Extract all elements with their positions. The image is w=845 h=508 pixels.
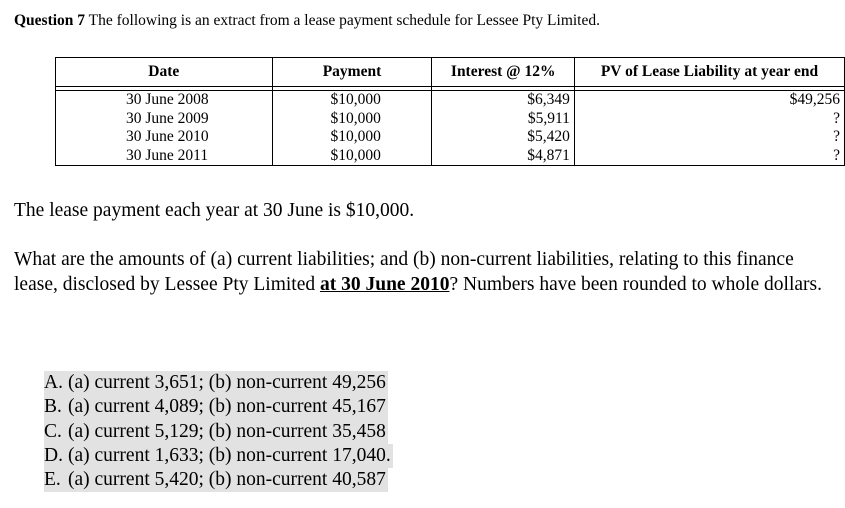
question-intro: The following is an extract from a lease payment schedule for Lessee Pty Limited.: [85, 12, 600, 29]
option-a[interactable]: [44, 371, 388, 395]
prompt-text: What are the amounts of (a) current liabilities; and (b) non-current liabilities, relating to this finance lease, disclosed by Lessee Pty Limited: [14, 249, 794, 295]
header-interest: Interest @ 12%: [432, 58, 574, 87]
option-letter: D.: [44, 444, 63, 466]
option-text: (a) current 3,651; (b) non-current 49,256: [68, 372, 386, 393]
cell-date: 30 June 2011: [56, 147, 273, 166]
cell-interest: $5,420: [432, 128, 574, 147]
cell-pv-liability: ?: [574, 110, 844, 129]
payment-statement: The lease payment each year at 30 June is $10,000.: [14, 200, 415, 221]
option-text: (a) current 1,633; (b) non-current 17,040.: [68, 444, 391, 466]
cell-date: 30 June 2008: [56, 91, 273, 110]
header-payment: Payment: [272, 58, 432, 87]
option-letter: A.: [44, 372, 63, 393]
option-text: (a) current 5,420; (b) non-current 40,587: [68, 469, 386, 491]
prompt-text-end: ? Numbers have been rounded to whole dollars.: [449, 273, 823, 295]
table-row: [56, 147, 845, 166]
cell-pv-liability: ?: [574, 147, 844, 166]
table-row: [56, 128, 845, 147]
cell-pv-liability: $49,256: [574, 91, 844, 110]
option-letter: E.: [44, 469, 61, 491]
cell-interest: $6,349: [432, 91, 574, 110]
question-title: [14, 12, 600, 30]
table-row: [56, 91, 845, 110]
cell-payment: $10,000: [272, 110, 432, 129]
option-text: (a) current 4,089; (b) non-current 45,167: [68, 396, 386, 418]
option-letter: B.: [44, 396, 62, 418]
table-row: [56, 110, 845, 129]
cell-date: 30 June 2009: [56, 110, 273, 129]
cell-interest: $4,871: [432, 147, 574, 166]
option-text: (a) current 5,129; (b) non-current 35,458: [68, 420, 386, 442]
option-e[interactable]: [44, 468, 388, 492]
cell-payment: $10,000: [272, 128, 432, 147]
cell-payment: $10,000: [272, 91, 432, 110]
question-number: Question 7: [14, 12, 86, 29]
answer-options: [44, 371, 393, 492]
cell-payment: $10,000: [272, 147, 432, 166]
question-prompt: [14, 248, 829, 297]
table-header-row: [56, 58, 845, 87]
option-b[interactable]: [44, 395, 388, 419]
option-d[interactable]: [44, 444, 393, 468]
cell-date: 30 June 2010: [56, 128, 273, 147]
option-letter: C.: [44, 420, 62, 442]
option-c[interactable]: [44, 420, 388, 444]
cell-interest: $5,911: [432, 110, 574, 129]
header-date: Date: [56, 58, 273, 87]
cell-pv-liability: ?: [574, 128, 844, 147]
header-pv-liability: PV of Lease Liability at year end: [574, 58, 844, 87]
lease-schedule-table: [55, 57, 845, 166]
prompt-date-emphasis: at 30 June 2010: [319, 273, 450, 295]
